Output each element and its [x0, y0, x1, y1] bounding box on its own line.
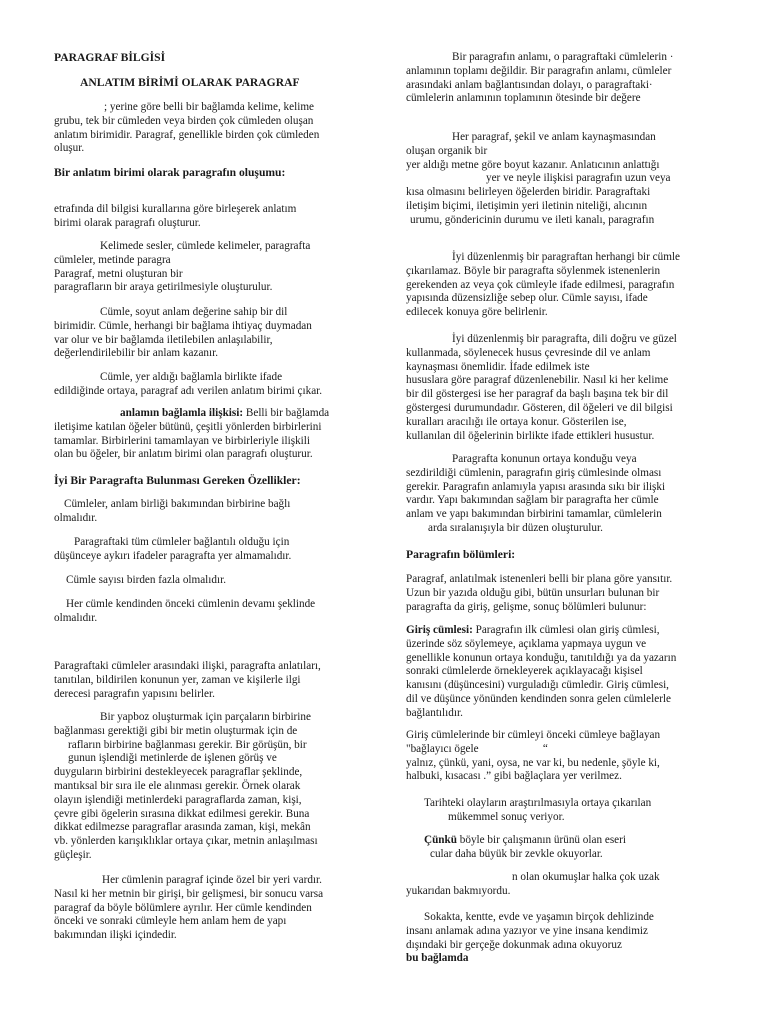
text-line: iletişime katılan öğeler bütünü, çeşitli yönlerden birbirlerini — [54, 420, 322, 433]
page-title: PARAGRAF BİLGİSİ — [54, 51, 166, 64]
text-line: cümlelerin anlamının toplamının ötesinde bir değere — [406, 92, 641, 105]
text-line: İyi düzenlenmiş bir paragrafta, dili doğru ve güzel — [452, 333, 677, 345]
text-line: tanıtılan, bildirilen konunun yer, zaman ve kişilerle ilgi — [54, 673, 301, 686]
text-line: bakımından ilişki içindedir. — [54, 929, 177, 942]
text-line: halbuki, kısacası .” gibi bağlaçlara yer verilmez. — [406, 770, 622, 783]
text-line: cular daha büyük bir zevkle okuyorlar. — [430, 847, 603, 860]
text-line — [406, 624, 714, 638]
text-line: mantıksal bir sıra ile ele alınması gerekir. Örnek olarak — [54, 779, 301, 792]
text-line: arda sıralanışıyla bir düzen oluşturulur. — [428, 521, 603, 534]
text-line: var olur ve bir bağlamda iletilebilen anlaşılabilir, — [54, 333, 273, 346]
text-line: Her cümle kendinden önceki cümlenin devamı şeklinde — [66, 598, 316, 610]
text-line: gerekenden az veya çok cümleyle ifade edilmesi, paragrafın — [406, 278, 675, 291]
text-line: yukarıdan bakmıyordu. — [406, 884, 511, 897]
text-line: ; yerine göre belli bir bağlamda kelime, kelime — [104, 101, 315, 113]
section-subtitle: ANLATIM BİRİMİ OLARAK PARAGRAF — [80, 76, 300, 89]
feature-item — [54, 498, 362, 526]
text-line: Paragraftaki cümleler arasındaki ilişki, paragrafta anlatıları, — [54, 660, 321, 672]
text-line: birimi olarak paragrafı oluşturur. — [54, 216, 201, 229]
text-line: olmalıdır. — [54, 611, 98, 624]
text-line: vardır. Yapı bakımından sağlam bir paragrafta her cümle — [406, 494, 659, 507]
text-line: vb. yönlerden karışıklıklar ortaya çıkar, metnin anlaşılması — [54, 835, 318, 848]
text-line: olayın işlendiği metinlerdeki paragraflarda zaman, kişi, — [54, 793, 302, 806]
text-line: paragrafların bir araya getirilmesiyle oluşturulur. — [54, 281, 273, 294]
text-line: Her paragraf, şekil ve anlam kaynaşmasından — [452, 131, 656, 143]
text-line: kuralları aracılığı ile ortaya konur. Gösterilen ise, — [406, 415, 627, 428]
paragraph-sentence — [54, 306, 362, 361]
feature-item — [54, 574, 362, 588]
text-line: paragraf da böyle bölümlere ayrılır. Her cümle kendinden — [54, 901, 312, 914]
paragraph-context — [54, 371, 362, 399]
text-line: Bir paragrafın anlamı, o paragraftaki cümlelerin · — [452, 51, 674, 63]
text-line: oluşur. — [54, 142, 85, 155]
text-line: bağlanması gerektiği gibi bir metin oluşturmak için de — [54, 724, 298, 737]
text-line: Cümle, yer aldığı bağlamla birlikte ifade — [100, 371, 283, 383]
text-line: olan bu öğeler, bir anlatım birimi olan paragrafı oluşturur. — [54, 448, 313, 461]
paragraph-language-use — [406, 333, 714, 443]
text-line: gerekir. Paragrafın anlamıyla yapısı arasında sıkı bir ilişki — [406, 480, 666, 493]
heading-sections: Paragrafın bölümleri: — [406, 548, 516, 561]
text-line: göstergesi durumundadır. Gösteren, dil öğeleri ve dil bilgisi — [406, 401, 673, 414]
bold-phrase: bu bağlamda — [406, 952, 469, 965]
text-line: Cümleler, anlam birliği bakımından birbirine bağlı — [64, 498, 291, 510]
text-line: Paragrafta konunun ortaya konduğu veya — [452, 453, 637, 465]
text-span: Belli bir bağlamda — [243, 407, 330, 419]
paragraph-organic — [406, 131, 714, 228]
text-line: Nasıl ki her metnin bir girişi, bir gelişmesi, bir sonucu varsa — [54, 887, 324, 900]
text-line: paragrafta da giriş, gelişme, sonuç bölümleri bulunur: — [406, 600, 647, 613]
text-line: çevre gibi ögelerin sırasına dikkat edilmesi gerekir. Buna — [54, 807, 310, 820]
text-line: Tarihteki olayların araştırılmasıyla ortaya çıkarılan — [424, 797, 652, 809]
text-span: Paragrafın ilk cümlesi olan giriş cümlesi, — [472, 624, 660, 636]
paragraph-hierarchy — [54, 240, 362, 295]
text-line: Cümle sayısı birden fazla olmalıdır. — [66, 574, 227, 586]
text-line: çıkarılamaz. Böyle bir paragrafta söylenmek istenenlerin — [406, 264, 661, 277]
text-line: Bir yapboz oluşturmak için parçaların birbirine — [100, 711, 311, 723]
text-span: böyle bir çalışmanın ürünü olan eseri — [456, 834, 626, 846]
text-line: tamamlar. Birbirlerini tamamlayan ve birbirleriyle ilişkili — [54, 434, 310, 447]
text-line: Paragraf, anlatılmak istenenleri belli bir plana göre yansıtır. — [406, 573, 673, 585]
paragraph-sections — [406, 573, 714, 614]
example-sentence — [406, 911, 714, 966]
text-line: genellikle konunun ortaya konduğu, tanıtıldığı ya da yazarın — [406, 651, 677, 664]
text-line: bağlantılıdır. — [406, 706, 463, 719]
text-line: arasındaki anlam bağlantısından dolayı, o paragraftaki· — [406, 78, 653, 91]
text-line: Giriş cümlelerinde bir cümleyi önceki cümleye bağlayan — [406, 729, 661, 741]
text-line: Paragraftaki tüm cümleler bağlantılı olduğu için — [74, 536, 290, 548]
text-line: duyguların birbirini destekleyecek paragraflar şeklinde, — [54, 766, 303, 779]
text-line: edildiğinde ortaya, paragraf adı verilen anlatım birimi çıkar. — [54, 384, 323, 397]
text-line: önceki ve sonraki cümleyle hem anlam hem de yapı — [54, 915, 287, 928]
bold-phrase: Çünkü — [424, 834, 457, 846]
text-line: dışındaki bir gerçeğe dokunmak adına okuyoruz — [406, 938, 622, 951]
text-line: Uzun bir yazıda olduğu gibi, bütün unsurları bulunan bir — [406, 586, 660, 599]
text-line: mükemmel sonuç veriyor. — [448, 810, 565, 823]
text-line: güçleşir. — [54, 848, 92, 861]
bold-phrase: Giriş cümlesi: — [406, 624, 473, 636]
text-line: birimidir. Cümle, herhangi bir bağlama ihtiyaç duymadan — [54, 319, 312, 332]
paragraph-connectors — [406, 729, 714, 784]
example-sentence — [406, 834, 714, 862]
text-line: yer ve neyle ilişkisi paragrafın uzun veya — [486, 172, 671, 185]
paragraph-relations — [54, 660, 362, 701]
text-line: sonraki cümlelerde örnekleyerek açıklayacağı kişisel — [406, 665, 643, 678]
text-line: edilecek konuya göre belirlenir. — [406, 306, 548, 319]
text-line: yer aldığı metne göre boyut kazanır. Anlatıcının anlattığı — [406, 158, 660, 171]
paragraph-well-organized — [406, 251, 714, 320]
text-line: hususlara göre paragraf düzenlenebilir. Nasıl ki her kelime — [406, 374, 669, 387]
text-line: yalnız, çünkü, yani, oysa, ne var ki, bu nedenle, şöyle ki, — [406, 756, 660, 769]
text-line: kullanmada, söylenecek husus çevresinde dil ve anlam — [406, 346, 651, 359]
heading-features: İyi Bir Paragrafta Bulunması Gereken Özellikler: — [54, 474, 301, 487]
text-line: anlam ve yapı bakımından birbirini tamamlar, cümlelerin — [406, 508, 662, 521]
text-line: yapısında düzensizliğe sebep olur. Cümle sayısı, ifade — [406, 292, 648, 305]
text-line: rafların birbirine bağlanması gerekir. Bir görüşün, bir — [68, 738, 307, 751]
text-line: grubu, tek bir cümleden veya birden çok cümleden oluşan — [54, 114, 314, 127]
text-line: kullanılan dil öğelerinin birlikte ifade ettikleri husustur. — [406, 429, 655, 442]
text-line: bir dil göstergesi ise her paragraf da başlı başına tek bir dil — [406, 388, 669, 401]
text-line: kısa olmasını belirleyen öğelerden biridir. Paragraftaki — [406, 186, 651, 199]
text-line — [54, 407, 362, 421]
text-line: gunun işlendiği metinlerde de işlenen görüş ve — [68, 752, 277, 765]
text-line: insanı anlamak adına yazıyor ve yine insana kendimiz — [406, 924, 649, 937]
example-sentence — [406, 797, 714, 825]
text-line: üzerinde söz söylemeye, açıklama yapmaya uygun ve — [406, 637, 647, 650]
feature-item — [54, 598, 362, 626]
text-line: "bağlayıcı ögele “ — [406, 742, 548, 755]
heading-formation: Bir anlatım birimi olarak paragrafın oluşumu: — [54, 166, 286, 179]
paragraph-intro-sentence — [406, 624, 714, 721]
text-line: n olan okumuşlar halka çok uzak — [512, 871, 660, 883]
bold-phrase: anlamın bağlamla ilişkisi: — [120, 407, 244, 419]
text-line: anlamının toplamı değildir. Bir paragrafın anlamı, cümleler — [406, 64, 672, 77]
text-line: düşünceye aykırı ifadeler paragrafta yer almamalıdır. — [54, 549, 292, 562]
paragraph-puzzle — [54, 711, 362, 863]
text-line: derecesi paragrafın yapısını belirler. — [54, 687, 215, 700]
text-line: iletişim biçimi, iletişimin yeri iletinin niteliği, alıcının — [406, 199, 648, 212]
text-line: oluşan organik bir — [406, 144, 488, 157]
text-line: olmalıdır. — [54, 511, 98, 524]
text-line: İyi düzenlenmiş bir paragraftan herhangi bir cümle — [452, 251, 681, 263]
paragraph-meaning-context — [54, 407, 362, 462]
text-line — [406, 834, 714, 848]
text-line: kaynaşması önemlidir. İfade edilmek iste — [406, 360, 590, 373]
text-line: anlatım birimidir. Paragraf, genellikle birden çok cümleden — [54, 128, 320, 141]
paragraph-sentence-place — [54, 874, 362, 943]
paragraph-definition — [54, 101, 362, 156]
text-line: Kelimede sesler, cümlede kelimeler, paragrafta — [100, 240, 311, 252]
paragraph-formation — [54, 203, 362, 231]
paragraph-topic-sentence — [406, 453, 714, 536]
text-line: etrafında dil bilgisi kurallarına göre birleşerek anlatım — [54, 203, 297, 215]
text-line: dikkat edilmezse paragraflar arasında zaman, kişi, mekân — [54, 821, 311, 834]
text-line: dil ve düşünce yönünden kendinden sonra gelen cümlelerle — [406, 692, 671, 705]
feature-item — [54, 536, 362, 564]
text-line: Her cümlenin paragraf içinde özel bir yeri vardır. — [102, 874, 322, 886]
text-line: cümleler, metinde paragra — [54, 253, 171, 266]
text-line: Cümle, soyut anlam değerine sahip bir dil — [100, 306, 288, 318]
example-sentence — [406, 871, 714, 899]
text-line: kanısını (düşüncesini) vurguladığı cümledir. Giriş cümlesi, — [406, 679, 669, 692]
text-line: urumu, göndericinin durumu ve ileti kanalı, paragrafın — [410, 213, 655, 226]
text-line: Sokakta, kentte, evde ve yaşamın birçok dehlizinde — [424, 911, 654, 923]
paragraph-meaning-sum — [406, 51, 714, 106]
text-line: sezdirildiği cümlenin, paragrafın giriş cümlesinde olması — [406, 466, 662, 479]
text-line: değerlendirilebilir bir anlam kazanır. — [54, 347, 219, 360]
text-line: Paragraf, metni oluşturan bir — [54, 267, 183, 280]
